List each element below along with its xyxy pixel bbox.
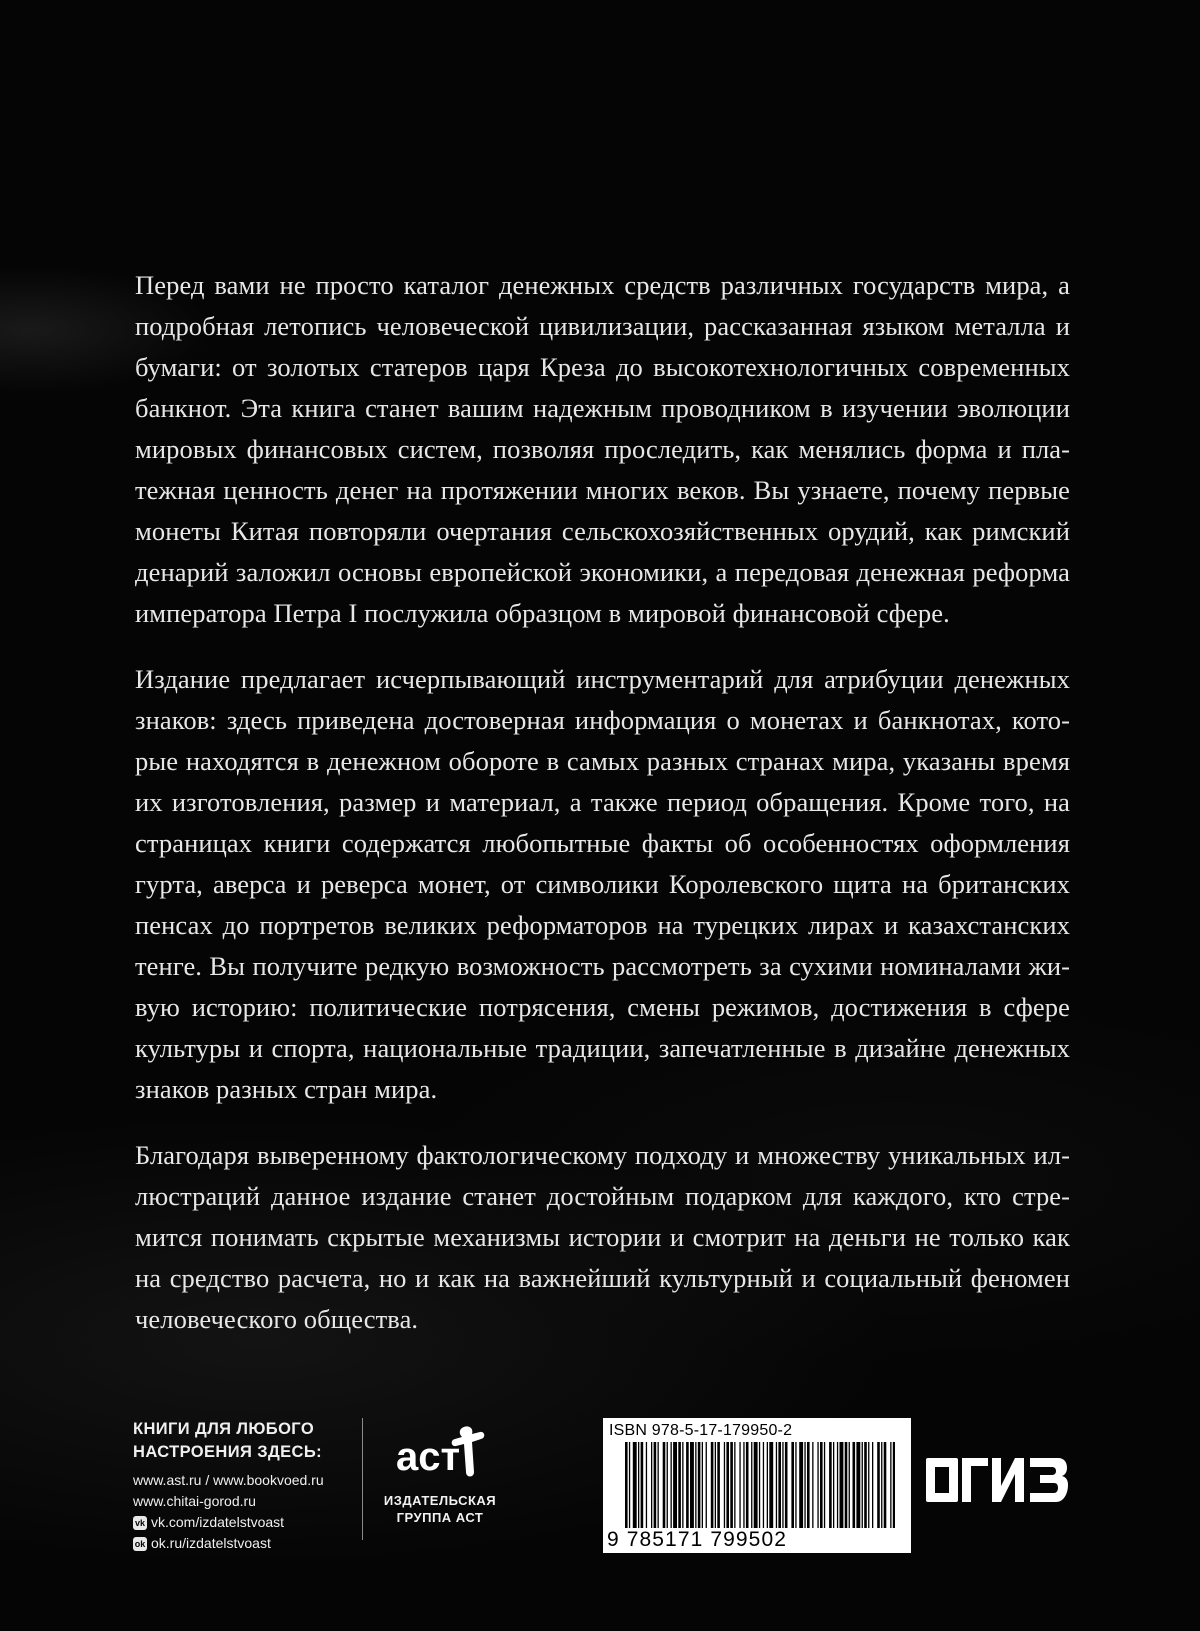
barcode-bar: [817, 1442, 818, 1528]
barcode-bar: [890, 1442, 891, 1528]
barcode-bar: [840, 1442, 844, 1528]
link-ast-bookvoed[interactable]: www.ast.ru / www.bookvoed.ru: [133, 1472, 324, 1488]
barcode-bar: [686, 1442, 689, 1528]
barcode-bar: [782, 1442, 783, 1528]
link-vk[interactable]: vk.com/izdatelstvoast: [151, 1514, 285, 1530]
barcode-bar: [776, 1442, 777, 1528]
barcode-digits: 9 785171 799502: [607, 1528, 787, 1551]
annotation-paragraph-1: Перед вами не просто каталог денежных средств различных государств мира, а подробная летопись человеческой цивилизации, рассказанная языком металла и бумаги: от золотых статеров царя Креза до высокотехнологичных современных банкнот. Эта книга станет вашим надежным проводником в изучении эволюции мировых финансовых систем, позволяя проследить, как менялись форма и платежная ценность денег на протяжении многих веков. Вы узнаете, почему первые монеты Китая повторяли очертания сельскохозяйственных орудий, как римский денарий заложил основы европейской экономики, а передовая денежная реформа императора Петра I послужила образцом в мировой финансовой сфере.: [135, 270, 1070, 628]
barcode-bar: [702, 1442, 703, 1528]
barcode-bar: [877, 1442, 880, 1528]
barcode-bar: [734, 1442, 735, 1528]
barcode-bar: [824, 1442, 825, 1528]
isbn-barcode: [603, 1418, 911, 1553]
barcode-bar: [837, 1442, 838, 1528]
barcode-bar: [754, 1442, 758, 1528]
barcode-bar: [829, 1442, 832, 1528]
barcode-bar: [759, 1442, 760, 1528]
barcode-bar: [651, 1442, 652, 1528]
ok-icon: ok: [134, 1538, 146, 1549]
barcode-bar: [795, 1442, 796, 1528]
barcode-bar: [804, 1442, 805, 1528]
barcode-bar: [678, 1442, 681, 1528]
barcode-bar: [868, 1442, 869, 1528]
barcode-bar: [715, 1442, 716, 1528]
barcode-bar: [849, 1442, 850, 1528]
link-chitai-gorod[interactable]: www.chitai-gorod.ru: [133, 1493, 256, 1509]
barcode-bar: [791, 1442, 794, 1528]
annotation-paragraph-2: Издание предлагает исчерпывающий инструментарий для атрибуции денежных знаков: здесь приведена достоверная информация о монетах и банкнотах, которые находятся в денежном обороте в самых разных странах мира, указаны время их изготовления, размер и материал, а также период обращения. Кроме того, на страницах книги содержатся любопытные факты об особенностях оформления гурта, аверса и реверса монет, от символики Королевского щита на британских пенсах до портретов великих реформаторов на турецких лирах и казахстанских тенге. Вы получите редкую возможность рассмотреть за сухими номиналами живую историю: политические потрясения, смены режимов, достижения в сфере культуры и спорта, национальные традиции, запечатленные в дизайне денежных знаков разных стран мира.: [135, 664, 1070, 1104]
barcode-bar: [658, 1442, 659, 1528]
barcode-bars: [625, 1442, 895, 1528]
barcode-bar: [807, 1442, 810, 1528]
barcode-bar: [711, 1442, 714, 1528]
barcode-bar: [746, 1442, 749, 1528]
barcode-bar: [845, 1442, 848, 1528]
barcode-bar: [695, 1442, 696, 1528]
promo-line-1: КНИГИ ДЛЯ ЛЮБОГО: [133, 1420, 315, 1438]
barcode-bar: [864, 1442, 867, 1528]
barcode-bar: [690, 1442, 694, 1528]
barcode-bar: [625, 1442, 628, 1528]
barcode-bar: [717, 1442, 720, 1528]
isbn-number: ISBN 978-5-17-179950-2: [609, 1422, 793, 1439]
barcode-bar: [751, 1442, 752, 1528]
store-links: [133, 1418, 353, 1554]
annotation-text: [135, 265, 1070, 1365]
barcode-bar: [629, 1442, 630, 1528]
barcode-bar: [872, 1442, 873, 1528]
publisher-logo-ast: [370, 1418, 510, 1526]
barcode-bar: [646, 1442, 647, 1528]
barcode-bar: [724, 1442, 725, 1528]
vk-icon: vk: [134, 1517, 145, 1528]
barcode-bar: [812, 1442, 813, 1528]
barcode-bar: [884, 1442, 887, 1528]
barcode-bar: [767, 1442, 768, 1528]
barcode-bar: [730, 1442, 733, 1528]
annotation-paragraph-3: Благодаря выверенному фактологическому подходу и множеству уникальных иллюстраций данное издание станет достойным подарком для каждого, кто стремится понимать скрытые механизмы истории и смотрит на деньги не только как на средство расчета, но и как на важнейший культурный и социальный феномен человеческого общества.: [135, 1140, 1070, 1334]
barcode-bar: [778, 1442, 781, 1528]
barcode-bar: [833, 1442, 834, 1528]
barcode-bar: [671, 1442, 672, 1528]
barcode-bar: [769, 1442, 773, 1528]
ast-logo-mark: [390, 1418, 490, 1488]
ogiz-logo: [926, 1450, 1068, 1510]
barcode-bar: [673, 1442, 677, 1528]
barcode-bar: [654, 1442, 657, 1528]
barcode-bar: [785, 1442, 788, 1528]
publisher-caption-line-2: ГРУППА АСТ: [396, 1510, 484, 1525]
barcode-bar: [663, 1442, 666, 1528]
barcode-bar: [726, 1442, 729, 1528]
barcode-bar: [667, 1442, 668, 1528]
barcode-bar: [862, 1442, 863, 1528]
barcode-bar: [682, 1442, 683, 1528]
barcode-bar: [633, 1442, 637, 1528]
barcode-bar: [820, 1442, 823, 1528]
barcode-bar: [739, 1442, 740, 1528]
barcode-bar: [853, 1442, 856, 1528]
barcode-bar: [893, 1442, 895, 1528]
barcode-bar: [706, 1442, 707, 1528]
barcode-bar: [698, 1442, 701, 1528]
footer-divider: [362, 1418, 363, 1540]
barcode-bar: [743, 1442, 744, 1528]
promo-line-2: НАСТРОЕНИЯ ЗДЕСЬ:: [133, 1443, 323, 1461]
barcode-bar: [881, 1442, 882, 1528]
link-ok[interactable]: ok.ru/izdatelstvoast: [151, 1535, 271, 1551]
barcode-bar: [763, 1442, 764, 1528]
barcode-bar: [856, 1442, 860, 1528]
barcode-bar: [799, 1442, 803, 1528]
barcode-bar: [641, 1442, 644, 1528]
barcode-bar: [638, 1442, 639, 1528]
publisher-caption-line-1: ИЗДАТЕЛЬСКАЯ: [383, 1493, 497, 1508]
ast-logo-text: аст: [396, 1435, 461, 1479]
